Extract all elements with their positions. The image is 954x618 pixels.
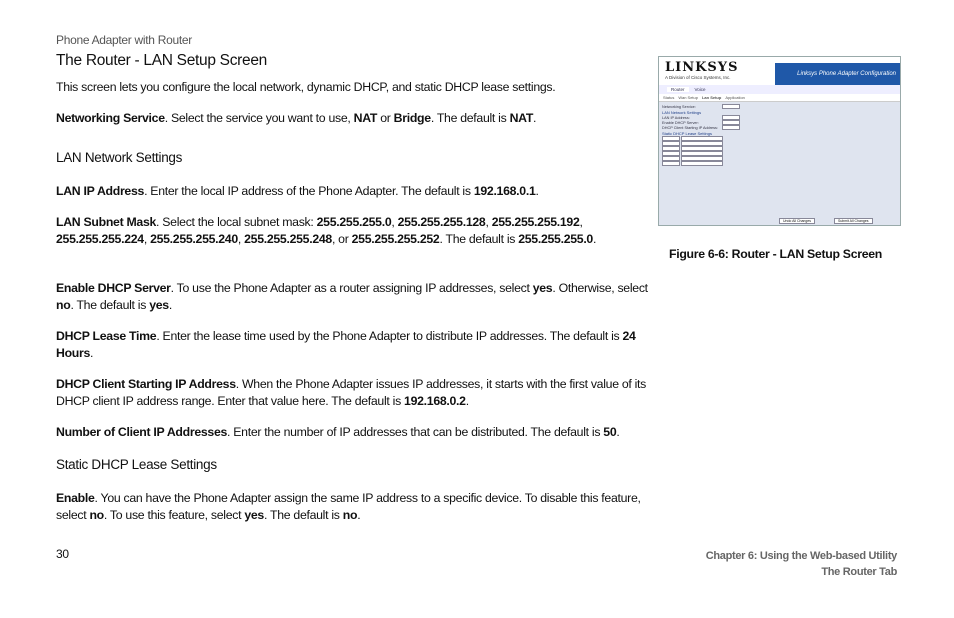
text: . xyxy=(535,184,539,198)
value: no xyxy=(342,508,358,522)
subheading-static-dhcp: Static DHCP Lease Settings xyxy=(56,457,217,472)
term: Networking Service xyxy=(56,111,165,125)
figure-field xyxy=(662,161,680,167)
footer-chapter: Chapter 6: Using the Web-based Utility xyxy=(705,550,897,562)
value: NAT xyxy=(509,111,534,125)
intro-paragraph: This screen lets you configure the local network, dynamic DHCP, and static DHCP lease settings. xyxy=(56,80,556,94)
text: . xyxy=(357,508,361,522)
term: Number of Client IP Addresses xyxy=(56,425,228,439)
footer-section: The Router Tab xyxy=(821,566,897,578)
page-title: The Router - LAN Setup Screen xyxy=(56,52,267,69)
figure-caption: Figure 6-6: Router - LAN Setup Screen xyxy=(669,247,883,261)
value: no xyxy=(56,298,71,312)
subnet-paragraph xyxy=(56,214,662,248)
num-clients-paragraph xyxy=(56,424,662,441)
running-footer xyxy=(706,548,897,580)
term: LAN Subnet Mask xyxy=(56,215,157,229)
text: . xyxy=(616,425,620,439)
value: 255.255.255.224 xyxy=(56,232,144,246)
value: NAT xyxy=(353,111,378,125)
text: . Select the service you want to use, xyxy=(164,111,354,125)
value: 255.255.255.0 xyxy=(316,215,392,229)
text: . You can have the Phone Adapter assign the same IP address to a specific device. To disable this feature, select xyxy=(56,491,641,522)
running-header: Phone Adapter with Router xyxy=(56,33,192,47)
row-label: Enable DHCP Server: xyxy=(662,120,699,125)
text: or xyxy=(377,111,394,125)
subtab-wan: Wan Setup xyxy=(678,95,698,100)
text: . xyxy=(90,346,94,360)
page-number: 30 xyxy=(56,547,69,561)
text: , xyxy=(391,215,398,229)
figure-field xyxy=(722,104,740,110)
value: 255.255.255.240 xyxy=(150,232,238,246)
start-ip-paragraph xyxy=(56,376,662,410)
text: , xyxy=(485,215,492,229)
value: 255.255.255.128 xyxy=(397,215,486,229)
enable-paragraph xyxy=(56,490,662,524)
text: . xyxy=(533,111,537,125)
text: . Otherwise, select xyxy=(552,281,648,295)
value: Bridge xyxy=(393,111,431,125)
figure-banner: Linksys Phone Adapter Configuration xyxy=(775,63,900,85)
text: , xyxy=(237,232,245,246)
value: yes xyxy=(532,281,553,295)
value: 50 xyxy=(603,425,617,439)
tab-router: Router xyxy=(667,87,689,92)
lan-setup-screenshot xyxy=(658,56,901,226)
text: , or xyxy=(331,232,352,246)
text: , xyxy=(579,215,583,229)
text: , xyxy=(143,232,151,246)
division-text: A Division of Cisco Systems, Inc. xyxy=(665,75,731,80)
lease-time-paragraph xyxy=(56,328,662,362)
text: . Enter the number of IP addresses that can be distributed. The default is xyxy=(227,425,604,439)
figure-header xyxy=(659,57,900,85)
tab-voice: Voice xyxy=(694,87,706,92)
figure-section: LAN Network Settings xyxy=(662,109,702,115)
figure-tabs xyxy=(659,85,900,94)
lan-ip-paragraph xyxy=(56,183,662,200)
value: yes xyxy=(244,508,264,522)
value: 192.168.0.1 xyxy=(473,184,536,198)
value: yes xyxy=(149,298,169,312)
term: DHCP Lease Time xyxy=(56,329,157,343)
text: . The default is xyxy=(430,111,510,125)
brand-text: LINKSYS xyxy=(665,60,739,75)
text: . Enter the lease time used by the Phone Adapter to distribute IP addresses. The default is xyxy=(156,329,623,343)
text: . To use the Phone Adapter as a router assigning IP addresses, select xyxy=(170,281,533,295)
text: . Enter the local IP address of the Phone Adapter. The default is xyxy=(144,184,474,198)
term: LAN IP Address xyxy=(56,184,145,198)
term: Enable DHCP Server xyxy=(56,281,171,295)
text: . When the Phone Adapter issues IP addresses, it starts with the first value of its DHCP client IP address range. Enter that value here. The default is xyxy=(56,377,647,408)
undo-button: Undo All Changes xyxy=(779,218,815,224)
text: . xyxy=(168,298,172,312)
row-label: Networking Service: xyxy=(662,104,696,109)
value: 192.168.0.2 xyxy=(404,394,466,408)
text: . Select the local subnet mask: xyxy=(156,215,317,229)
text: . The default is xyxy=(439,232,519,246)
subtab-status: Status xyxy=(663,95,675,100)
value: 255.255.255.248 xyxy=(244,232,332,246)
term: Enable xyxy=(56,491,95,505)
text: . xyxy=(465,394,469,408)
figure-row xyxy=(662,161,897,166)
text: . The default is xyxy=(70,298,150,312)
figure-field xyxy=(722,125,740,131)
value: 255.255.255.192 xyxy=(491,215,580,229)
subtab-application: Application xyxy=(725,95,745,100)
text: . To use this feature, select xyxy=(103,508,245,522)
value: 255.255.255.252 xyxy=(351,232,440,246)
figure-form xyxy=(659,102,900,226)
subheading-lan-network: LAN Network Settings xyxy=(56,150,183,165)
figure-section: Static DHCP Lease Settings xyxy=(662,130,712,136)
linksys-logo xyxy=(659,57,775,85)
figure-subtabs xyxy=(659,94,900,102)
text: . xyxy=(592,232,597,246)
submit-button: Submit All Changes xyxy=(834,218,873,224)
figure-field xyxy=(681,161,723,167)
subtab-lan: Lan Setup xyxy=(701,95,722,100)
row-label: DHCP Client Starting IP Address: xyxy=(662,125,718,130)
term: DHCP Client Starting IP Address xyxy=(56,377,236,391)
value: 24 Hours xyxy=(56,329,636,360)
row-label: LAN IP Address: xyxy=(662,115,690,120)
text: . The default is xyxy=(263,508,343,522)
networking-service-paragraph xyxy=(56,110,662,127)
dhcp-server-paragraph xyxy=(56,280,662,314)
value: no xyxy=(89,508,104,522)
value: 255.255.255.0 xyxy=(518,232,593,246)
